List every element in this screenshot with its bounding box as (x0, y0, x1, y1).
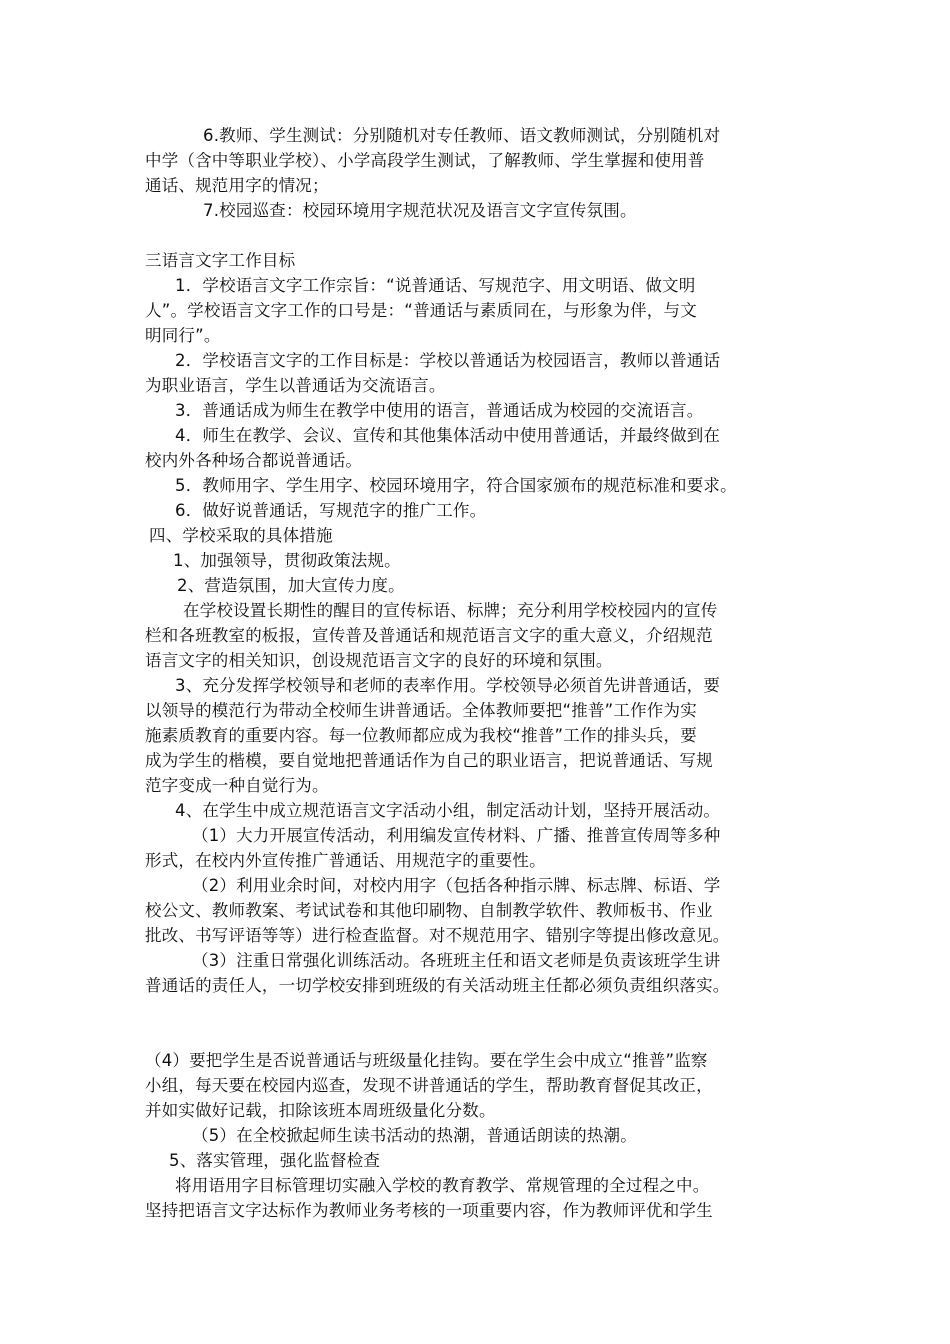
text-line: （3）注重日常强化训练活动。各班班主任和语文老师是负责该班学生讲 (192, 951, 721, 970)
text-line: 普通话的责任人，一切学校安排到班级的有关活动班主任都必须负责组织落实。 (145, 976, 730, 995)
section-heading: 三语言文字工作目标 (145, 251, 296, 270)
text-line: 1、加强领导，贯彻政策法规。 (173, 551, 401, 570)
text-line: 3、充分发挥学校领导和老师的表率作用。学校领导必须首先讲普通话，要 (175, 676, 721, 695)
text-line: 2、营造氛围，加大宣传力度。 (177, 576, 405, 595)
text-line: 将用语用字目标管理切实融入学校的教育教学、常规管理的全过程之中。 (175, 1176, 710, 1195)
text-line: 范字变成一种自觉行为。 (145, 776, 329, 795)
text-line: 3．普通话成为师生在教学中使用的语言，普通话成为校园的交流语言。 (175, 401, 704, 420)
text-line: 为职业语言，学生以普通话为交流语言。 (145, 376, 446, 395)
text-line: 在学校设置长期性的醒目的宣传标语、标牌；充分利用学校校园内的宣传 (183, 601, 718, 620)
text-line: 7.校园巡查：校园环境用字规范状况及语言文字宣传氛围。 (203, 201, 637, 220)
text-line: （4）要把学生是否说普通话与班级量化挂钩。要在学生会中成立“推普”监察 (145, 1051, 708, 1070)
text-line: （5）在全校掀起师生读书活动的热潮，普通话朗读的热潮。 (192, 1126, 637, 1145)
text-line: 中学（含中等职业学校）、小学高段学生测试，了解教师、学生掌握和使用普 (145, 151, 705, 170)
text-line: 4．师生在教学、会议、宣传和其他集体活动中使用普通话，并最终做到在 (175, 426, 721, 445)
text-line: 校内外各种场合都说普通话。 (145, 451, 363, 470)
text-line: 人”。学校语言文字工作的口号是：“普通话与素质同在，与形象为伴，与文 (145, 301, 697, 320)
text-line: 形式，在校内外宣传推广普通话、用规范字的重要性。 (145, 851, 546, 870)
text-line: 栏和各班教室的板报，宣传普及普通话和规范语言文字的重大意义，介绍规范 (145, 626, 713, 645)
text-line: 坚持把语言文字达标作为教师业务考核的一项重要内容，作为教师评优和学生 (145, 1201, 713, 1220)
text-line: 语言文字的相关知识，创设规范语言文字的良好的环境和氛围。 (145, 651, 613, 670)
text-line: （2）利用业余时间，对校内用字（包括各种指示牌、标志牌、标语、学 (192, 876, 721, 895)
text-line: 2．学校语言文字的工作目标是：学校以普通话为校园语言，教师以普通话 (175, 351, 721, 370)
text-line: 通话、规范用字的情况； (145, 176, 329, 195)
text-line: 1．学校语言文字工作宗旨：“说普通话、写规范字、用文明语、做文明 (175, 276, 696, 295)
text-line: 批改、书写评语等等）进行检查监督。对不规范用字、错别字等提出修改意见。 (145, 926, 730, 945)
text-line: 施素质教育的重要内容。每一位教师都应成为我校“推普”工作的排头兵，要 (145, 726, 697, 745)
text-line: 5、落实管理，强化监督检查 (169, 1151, 381, 1170)
text-line: 4、在学生中成立规范语言文字活动小组，制定活动计划，坚持开展活动。 (175, 801, 721, 820)
text-line: 以领导的模范行为带动全校师生讲普通话。全体教师要把“推普”工作作为实 (145, 701, 697, 720)
text-line: 6.教师、学生测试：分别随机对专任教师、语文教师测试，分别随机对 (203, 126, 721, 145)
text-line: 成为学生的楷模，要自觉地把普通话作为自己的职业语言，把说普通话、写规 (145, 751, 713, 770)
text-line: 5．教师用字、学生用字、校园环境用字，符合国家颁布的规范标准和要求。 (175, 476, 737, 495)
text-line: 小组，每天要在校园内巡查，发现不讲普通话的学生，帮助教育督促其改正， (145, 1076, 713, 1095)
text-line: （1）大力开展宣传活动，利用编发宣传材料、广播、推普宣传周等多种 (192, 826, 721, 845)
section-heading: 四、学校采取的具体措施 (149, 526, 333, 545)
text-line: 6．做好说普通话，写规范字的推广工作。 (175, 501, 487, 520)
text-line: 并如实做好记载，扣除该班本周班级量化分数。 (145, 1101, 496, 1120)
text-line: 明同行”。 (145, 326, 221, 345)
text-line: 校公文、教师教案、考试试卷和其他印刷物、自制教学软件、教师板书、作业 (145, 901, 713, 920)
